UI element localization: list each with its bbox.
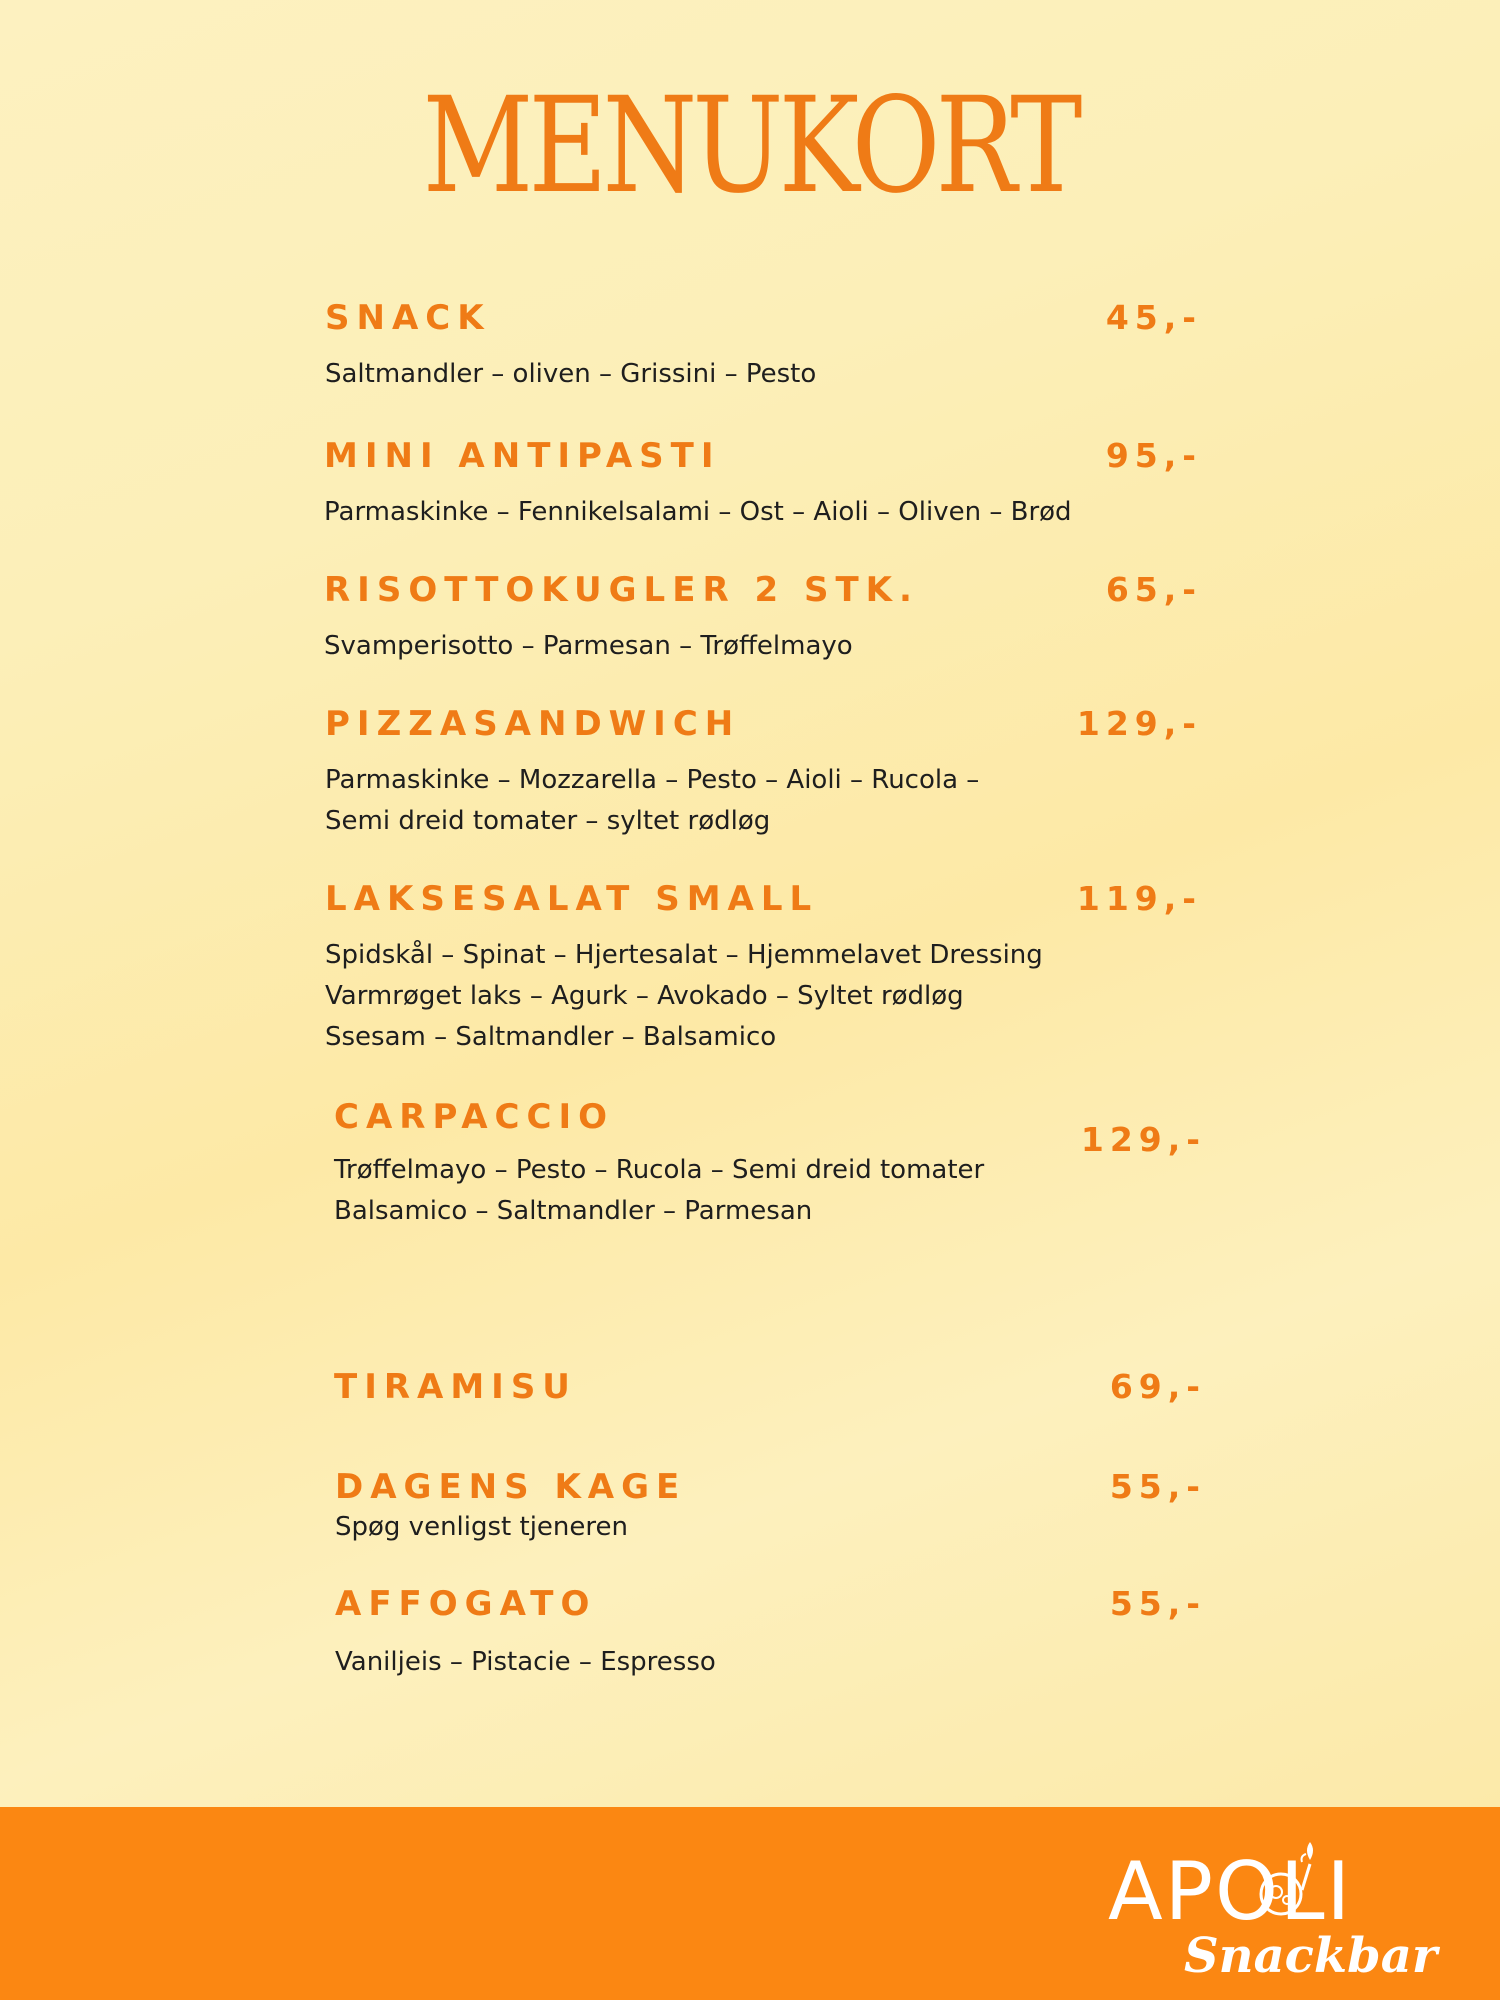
item-price: 129,- bbox=[1080, 1120, 1206, 1159]
item-desc: Vaniljeis – Pistacie – Espresso bbox=[335, 1647, 716, 1677]
item-desc: Svamperisotto – Parmesan – Trøffelmayo bbox=[324, 631, 853, 661]
item-price: 55,- bbox=[1109, 1584, 1206, 1623]
item-price: 69,- bbox=[1109, 1367, 1206, 1406]
item-name: AFFOGATO bbox=[335, 1584, 597, 1624]
page-title: MENUKORT bbox=[422, 69, 1078, 223]
item-name: CARPACCIO bbox=[334, 1097, 615, 1137]
item-name: PIZZASANDWICH bbox=[325, 704, 741, 744]
brand-logo bbox=[1108, 1812, 1438, 1992]
item-desc: Parmaskinke – Fennikelsalami – Ost – Aioli – Oliven – Brød bbox=[324, 497, 1072, 527]
item-desc: Ssesam – Saltmandler – Balsamico bbox=[325, 1022, 777, 1052]
item-name: SNACK bbox=[325, 298, 491, 338]
item-desc: Saltmandler – oliven – Grissini – Pesto bbox=[325, 359, 817, 389]
item-name: TIRAMISU bbox=[334, 1367, 577, 1407]
item-desc: Semi dreid tomater – syltet rødløg bbox=[325, 806, 771, 836]
item-name: DAGENS KAGE bbox=[335, 1467, 687, 1507]
item-desc: Balsamico – Saltmandler – Parmesan bbox=[334, 1196, 813, 1226]
item-price: 129,- bbox=[1076, 704, 1202, 743]
item-name: MINI ANTIPASTI bbox=[324, 436, 721, 476]
item-desc: Spidskål – Spinat – Hjertesalat – Hjemmelavet Dressing bbox=[325, 940, 1043, 970]
item-desc: Varmrøget laks – Agurk – Avokado – Syltet rødløg bbox=[325, 981, 964, 1011]
item-desc: Parmaskinke – Mozzarella – Pesto – Aioli – Rucola – bbox=[325, 765, 980, 795]
brand-name: APOLI bbox=[1108, 1845, 1353, 1938]
item-name: LAKSESALAT SMALL bbox=[325, 879, 819, 919]
item-name: RISOTTOKUGLER 2 STK. bbox=[324, 570, 919, 610]
item-price: 45,- bbox=[1105, 298, 1202, 337]
item-price: 65,- bbox=[1105, 570, 1202, 609]
brand-subtitle: Snackbar bbox=[1184, 1928, 1438, 1984]
item-desc: Trøffelmayo – Pesto – Rucola – Semi dreid tomater bbox=[334, 1155, 985, 1185]
item-desc: Spøg venligst tjeneren bbox=[335, 1512, 628, 1542]
item-price: 95,- bbox=[1105, 436, 1202, 475]
item-price: 55,- bbox=[1109, 1467, 1206, 1506]
item-price: 119,- bbox=[1076, 879, 1202, 918]
